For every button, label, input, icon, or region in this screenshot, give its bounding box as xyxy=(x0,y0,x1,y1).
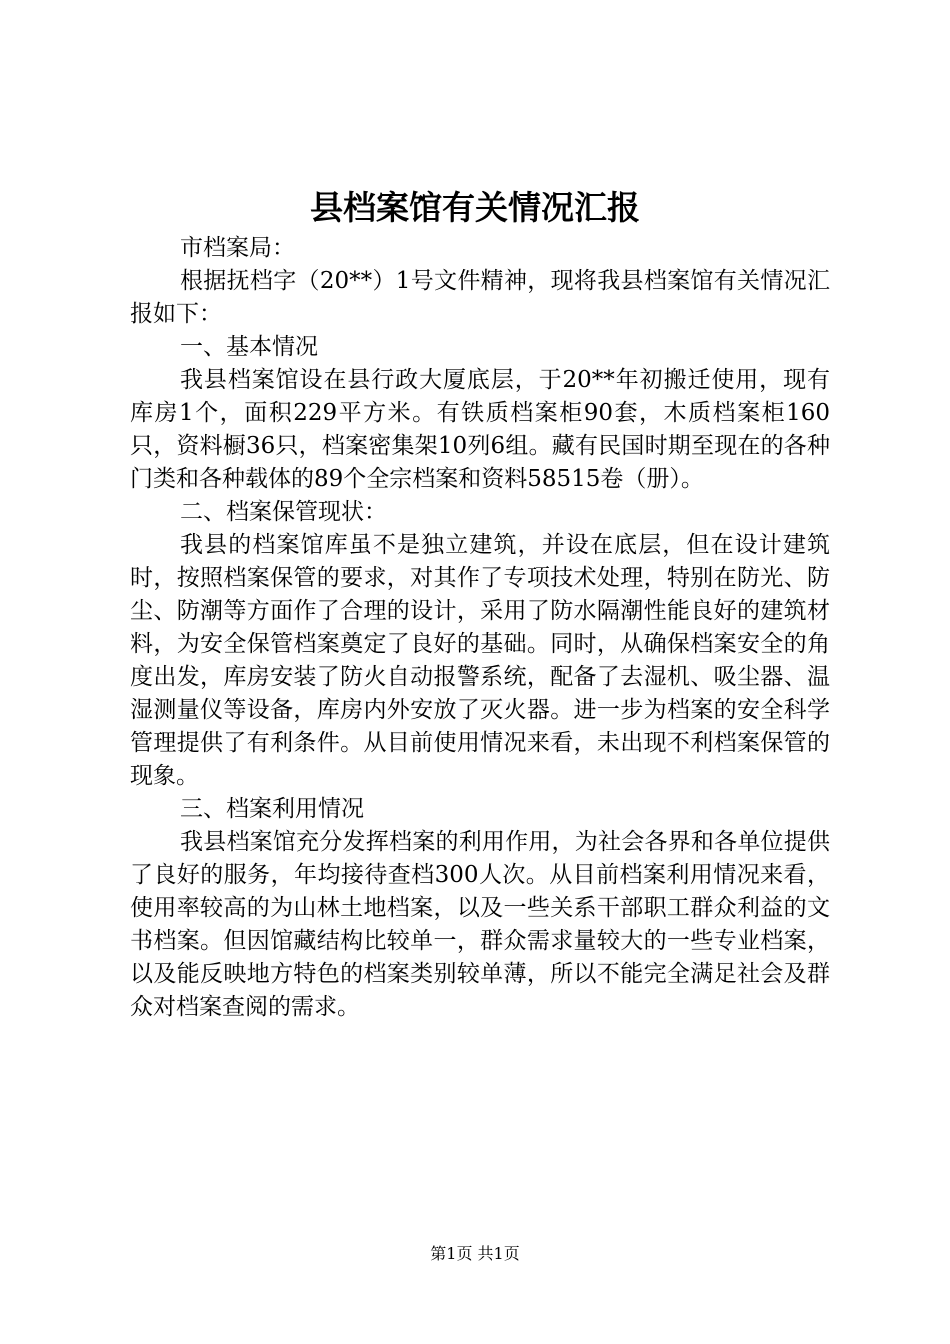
storage-paragraph: 我县的档案馆库虽不是独立建筑，并设在底层，但在设计建筑时，按照档案保管的要求，对其作了专项技术处理，特别在防光、防尘、防潮等方面作了合理的设计，采用了防水隔潮性能良好的建筑材料，为安全保管档案奠定了良好的基础。同时，从确保档案安全的角度出发，库房安装了防火自动报警系统，配备了去湿机、吸尘器、温湿测量仪等设备，库房内外安放了灭火器。进一步为档案的安全科学管理提供了有利条件。从目前使用情况来看，未出现不利档案保管的现象。 xyxy=(130,532,830,789)
section-heading-basic: 一、基本情况 xyxy=(180,334,318,360)
salutation: 市档案局： xyxy=(180,235,295,261)
basic-info-paragraph: 我县档案馆设在县行政大厦底层，于20**年初搬迁使用，现有库房1个，面积229平方米。有铁质档案柜90套，木质档案柜160只，资料橱36只，档案密集架10列6组。藏有民国时期至现在的各种门类和各种载体的89个全宗档案和资料58515卷（册）。 xyxy=(130,367,830,492)
section-heading-storage: 二、档案保管现状： xyxy=(180,499,387,525)
intro-paragraph: 根据抚档字（20**）1号文件精神，现将我县档案馆有关情况汇报如下： xyxy=(130,268,830,327)
page-footer: 第1页 共1页 xyxy=(430,1244,520,1263)
section-heading-usage: 三、档案利用情况 xyxy=(180,796,364,822)
usage-paragraph: 我县档案馆充分发挥档案的利用作用，为社会各界和各单位提供了良好的服务，年均接待查档300人次。从目前档案利用情况来看，使用率较高的为山林土地档案，以及一些关系干部职工群众利益的文书档案。但因馆藏结构比较单一，群众需求量较大的一些专业档案，以及能反映地方特色的档案类别较单薄，所以不能完全满足社会及群众对档案查阅的需求。 xyxy=(130,829,830,1020)
document-title: 县档案馆有关情况汇报 xyxy=(310,188,640,227)
document-body xyxy=(130,232,830,1024)
